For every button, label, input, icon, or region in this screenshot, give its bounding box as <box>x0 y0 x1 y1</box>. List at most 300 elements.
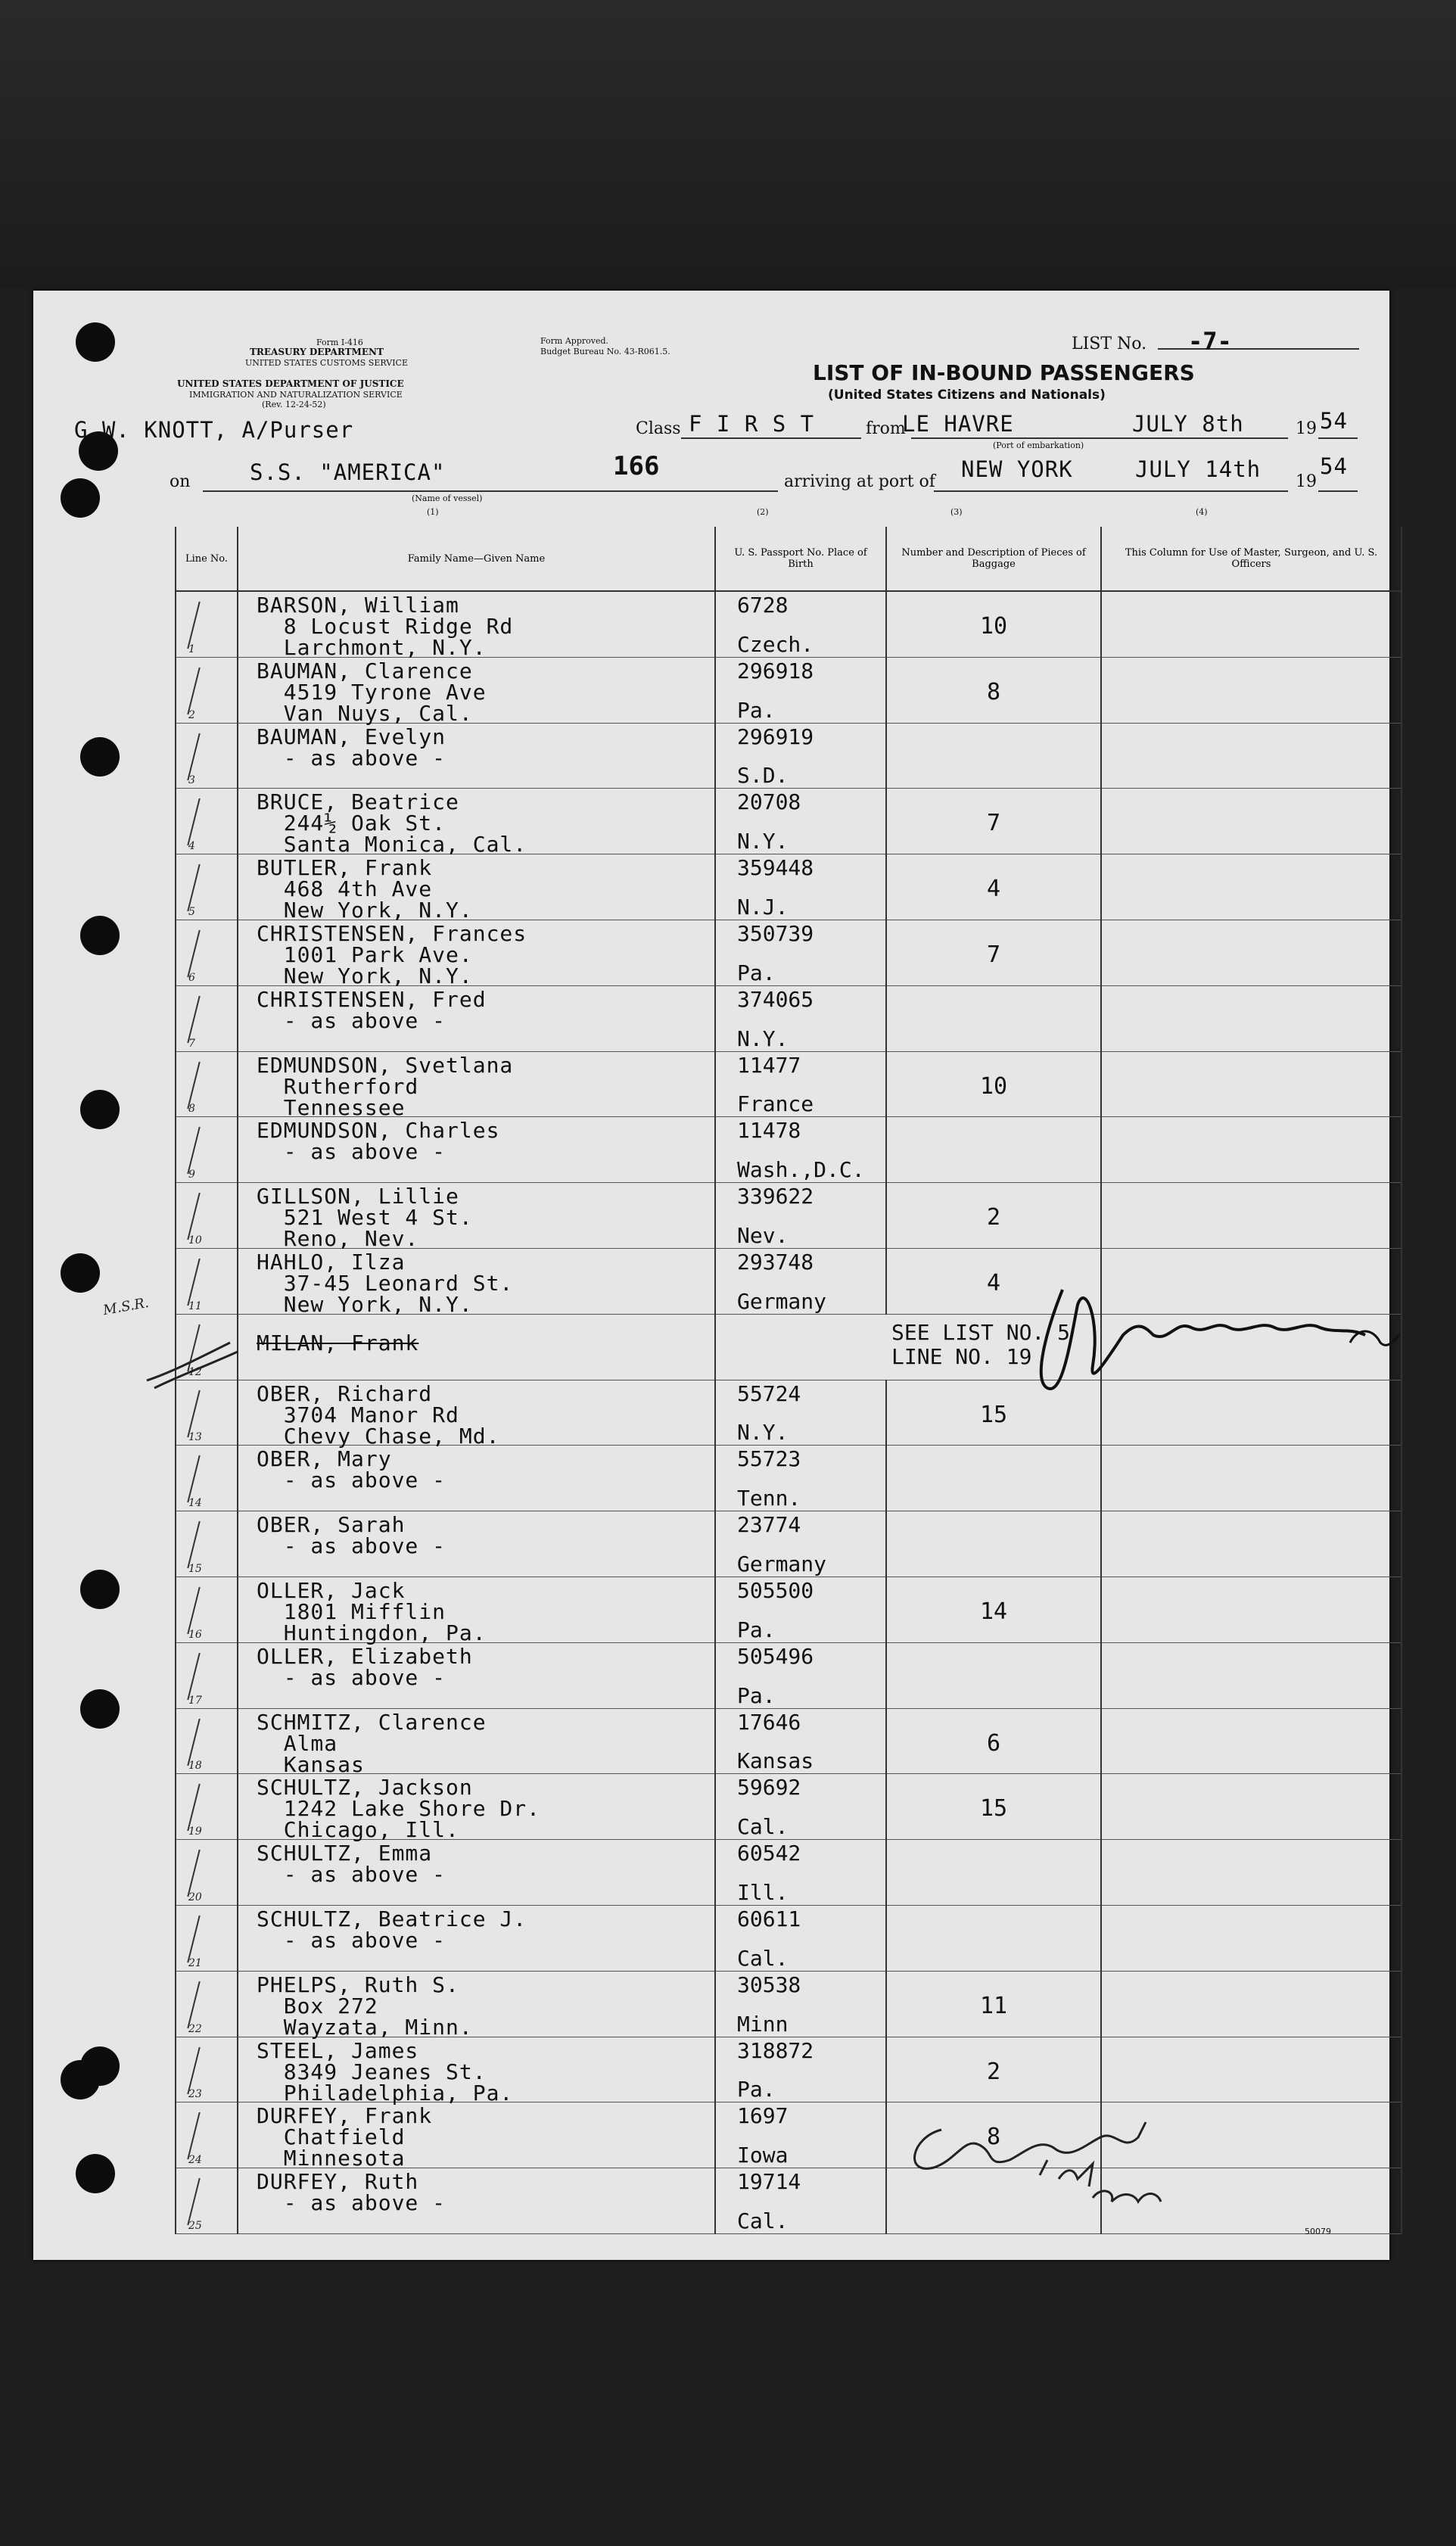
table-row <box>176 723 1402 789</box>
class-value: F I R S T <box>689 411 815 437</box>
place-of-birth: Pa. <box>737 1617 776 1642</box>
line-number-cell <box>176 1840 238 1906</box>
baggage-count: 2 <box>986 1204 1001 1231</box>
table-row <box>176 1446 1402 1511</box>
table-row <box>176 2037 1402 2102</box>
line-number-cell <box>176 1446 238 1511</box>
passport-number: 318872 <box>737 2037 814 2063</box>
check-mark-icon <box>187 1718 200 1766</box>
line-number: 14 <box>188 1497 202 1510</box>
officer-use-cell <box>1101 1774 1402 1840</box>
baggage-cell <box>886 1446 1101 1511</box>
line-number-cell <box>176 1971 238 2037</box>
line-number-cell <box>176 591 238 657</box>
column-marker-3: (3) <box>950 507 963 517</box>
table-header-row <box>176 527 1402 591</box>
page-title: LIST OF IN-BOUND PASSENGERS <box>813 360 1195 385</box>
arrival-port: NEW YORK <box>961 456 1073 482</box>
passport-number: 6728 <box>737 593 789 618</box>
baggage-count: 8 <box>986 678 1001 705</box>
officer-use-cell <box>1101 1446 1402 1511</box>
table-row <box>176 1511 1402 1577</box>
officer-use-cell <box>1101 1511 1402 1577</box>
passenger-name-address: SCHULTZ, Emma - as above - <box>257 1841 446 1888</box>
baggage-cell <box>886 1774 1101 1840</box>
passenger-name-address: BUTLER, Frank 468 4th Ave New York, N.Y. <box>257 855 473 923</box>
passenger-name-address: MILAN, Frank <box>257 1330 419 1355</box>
passenger-rows <box>176 591 1402 2233</box>
line-number: 9 <box>188 1169 195 1181</box>
line-number: 21 <box>188 1956 202 1969</box>
binder-hole <box>76 322 115 362</box>
from-rule <box>911 437 1288 439</box>
baggage-count: 4 <box>986 876 1001 903</box>
passenger-name-cell <box>238 1708 715 1777</box>
baggage-cell <box>886 985 1101 1051</box>
table-row <box>176 657 1402 723</box>
departure-date: JULY 8th <box>1132 411 1244 437</box>
passenger-name-address: OLLER, Jack 1801 Mifflin Huntingdon, Pa. <box>257 1577 487 1645</box>
place-of-birth: N.Y. <box>737 829 789 854</box>
passenger-name-cell <box>238 1446 715 1511</box>
passport-cell <box>715 789 886 854</box>
officer-use-cell <box>1101 1708 1402 1774</box>
check-mark-icon <box>187 1061 200 1109</box>
baggage-cell <box>886 1117 1101 1183</box>
baggage-cell <box>886 854 1101 920</box>
inspector-signature <box>896 2107 1214 2221</box>
header-baggage: Number and Description of Pieces of Baggage <box>886 527 1101 591</box>
baggage-count: 8 <box>986 2124 1001 2151</box>
passenger-name-cell <box>238 591 715 660</box>
column-marker-4: (4) <box>1196 507 1208 517</box>
passport-number: 505500 <box>737 1577 814 1603</box>
officer-use-cell <box>1101 1971 1402 2037</box>
place-of-birth: Pa. <box>737 697 776 723</box>
list-number: -7- <box>1188 327 1232 356</box>
passenger-name-cell <box>238 1905 715 1971</box>
line-number: 24 <box>188 2154 202 2167</box>
passport-number: 55724 <box>737 1380 801 1406</box>
line-number-cell <box>176 657 238 723</box>
line-number: 20 <box>188 1891 202 1903</box>
officer-use-cell <box>1101 591 1402 657</box>
line-number: 16 <box>188 1628 202 1641</box>
passport-number: 359448 <box>737 855 814 881</box>
line-number: 7 <box>188 1037 195 1050</box>
table-row <box>176 985 1402 1051</box>
place-of-birth: Cal. <box>737 1814 789 1840</box>
table-row <box>176 1774 1402 1840</box>
vessel-caption: (Name of vessel) <box>412 493 483 503</box>
passenger-name-cell <box>238 2102 715 2171</box>
check-mark-icon <box>187 1850 200 1897</box>
binder-hole <box>61 1253 100 1293</box>
header-line-no: Line No. <box>176 527 238 591</box>
officer-use-cell <box>1101 1576 1402 1642</box>
form-revision: (Rev. 12-24-52) <box>262 400 326 409</box>
baggage-count: 10 <box>979 613 1008 640</box>
passport-number: 55723 <box>737 1446 801 1472</box>
vessel-column-marker: (1) <box>427 507 439 517</box>
binder-hole <box>80 1570 120 1609</box>
officer-signature <box>1017 1275 1411 1411</box>
place-of-birth: Pa. <box>737 1682 776 1708</box>
arrival-year-rule <box>1318 490 1358 492</box>
line-number: 1 <box>188 643 195 655</box>
passport-cell <box>715 591 886 657</box>
passport-cell <box>715 920 886 985</box>
departure-year-prefix: 19 <box>1296 419 1317 438</box>
place-of-birth: Czech. <box>737 631 814 657</box>
baggage-cell <box>886 657 1101 723</box>
place-of-birth: S.D. <box>737 763 789 789</box>
check-mark-icon <box>187 1259 200 1306</box>
check-mark-icon <box>187 995 200 1043</box>
arrival-date: JULY 14th <box>1135 456 1262 482</box>
baggage-count: 10 <box>979 1072 1008 1100</box>
baggage-count: 11 <box>979 1992 1008 2019</box>
passport-number: 296918 <box>737 658 814 683</box>
check-mark-icon <box>187 1784 200 1832</box>
line-number: 12 <box>188 1365 202 1378</box>
passport-cell <box>715 657 886 723</box>
customs-service: UNITED STATES CUSTOMS SERVICE <box>245 358 408 368</box>
check-mark-icon <box>187 1652 200 1700</box>
header-name: Family Name—Given Name <box>238 527 715 591</box>
line-number: 5 <box>188 905 195 918</box>
passenger-name-address: BRUCE, Beatrice 244½ Oak St. Santa Monica, Cal. <box>257 789 527 857</box>
budget-bureau: Budget Bureau No. 43-R061.5. <box>540 347 670 356</box>
check-mark-icon <box>187 1127 200 1175</box>
passport-number: 339622 <box>737 1184 814 1209</box>
table-row <box>176 1117 1402 1183</box>
binder-hole <box>80 916 120 955</box>
passenger-name-cell <box>238 657 715 726</box>
passport-cell <box>715 985 886 1051</box>
officer-use-cell <box>1101 920 1402 985</box>
passenger-name-cell <box>238 1576 715 1645</box>
passenger-name-cell <box>238 2037 715 2106</box>
binder-hole <box>80 1689 120 1729</box>
list-number-label: LIST No. <box>1072 335 1147 353</box>
voyage-number: 166 <box>613 451 660 481</box>
binder-hole <box>61 478 100 518</box>
check-mark-icon <box>187 2178 200 2226</box>
place-of-birth: N.Y. <box>737 1420 789 1446</box>
table-row <box>176 854 1402 920</box>
baggage-count: 14 <box>979 1598 1008 1625</box>
passenger-name-address: CHRISTENSEN, Fred - as above - <box>257 986 487 1033</box>
passenger-name-address: GILLSON, Lillie 521 West 4 St. Reno, Nev. <box>257 1184 473 1252</box>
table-row <box>176 920 1402 985</box>
passport-cell <box>715 1051 886 1117</box>
officer-use-cell <box>1101 1183 1402 1249</box>
line-number-cell <box>176 789 238 854</box>
passenger-name-address: OLLER, Elizabeth - as above - <box>257 1643 473 1690</box>
see-line-note: LINE NO. 19 <box>891 1343 1032 1369</box>
passport-cell <box>715 1380 886 1446</box>
place-of-birth: Ill. <box>737 1879 789 1905</box>
line-number: 2 <box>188 708 195 721</box>
passport-number: 296919 <box>737 724 814 749</box>
place-of-birth: Cal. <box>737 1945 789 1971</box>
check-mark-icon <box>187 668 200 715</box>
footer-number: 50079 <box>1305 2227 1331 2236</box>
table-row <box>176 2168 1402 2234</box>
passport-number: 1697 <box>737 2103 789 2129</box>
passport-number: 19714 <box>737 2169 801 2195</box>
passport-cell <box>715 1511 886 1577</box>
passport-cell <box>715 1183 886 1249</box>
passenger-name-cell <box>238 789 715 857</box>
table-row <box>176 2102 1402 2168</box>
passenger-name-cell <box>238 1314 715 1380</box>
table-row <box>176 1051 1402 1117</box>
table-row <box>176 1576 1402 1642</box>
passport-cell <box>715 1840 886 1906</box>
officer-use-cell <box>1101 657 1402 723</box>
passenger-name-cell <box>238 1051 715 1120</box>
passenger-name-address: SCHMITZ, Clarence Alma Kansas <box>257 1709 487 1777</box>
margin-scribble <box>139 1335 253 1396</box>
binder-hole <box>61 2060 100 2099</box>
line-number: 4 <box>188 840 195 853</box>
baggage-cell <box>886 2037 1101 2102</box>
purser-name: G.W. KNOTT, A/Purser <box>74 417 354 443</box>
passport-cell <box>715 723 886 789</box>
passport-cell <box>715 1971 886 2037</box>
table-row <box>176 1708 1402 1774</box>
line-number-cell <box>176 1051 238 1117</box>
passenger-name-cell <box>238 920 715 988</box>
line-number: 10 <box>188 1234 202 1247</box>
line-number-cell <box>176 1248 238 1314</box>
passenger-name-address: DURFEY, Ruth - as above - <box>257 2169 446 2216</box>
passenger-name-address: SCHULTZ, Jackson 1242 Lake Shore Dr. Chicago, Ill. <box>257 1775 541 1843</box>
baggage-cell <box>886 1642 1101 1708</box>
passport-cell <box>715 1708 886 1774</box>
passenger-name-cell <box>238 985 715 1051</box>
line-number: 13 <box>188 1431 202 1444</box>
place-of-birth: Wash.,D.C. <box>737 1157 865 1183</box>
passenger-name-address: EDMUNDSON, Svetlana Rutherford Tennessee <box>257 1052 514 1120</box>
passport-number: 59692 <box>737 1775 801 1801</box>
passport-cell <box>715 1642 886 1708</box>
place-of-birth: Tenn. <box>737 1486 801 1511</box>
treasury-department: TREASURY DEPARTMENT <box>250 347 384 357</box>
check-mark-icon <box>187 1390 200 1437</box>
passport-number: 505496 <box>737 1643 814 1669</box>
line-number: 15 <box>188 1562 202 1575</box>
passport-number: 293748 <box>737 1249 814 1275</box>
officer-use-cell <box>1101 854 1402 920</box>
baggage-cell <box>886 1051 1101 1117</box>
passenger-name-cell <box>238 1511 715 1577</box>
passport-cell <box>715 854 886 920</box>
passport-cell <box>715 2168 886 2234</box>
line-number-cell <box>176 1576 238 1642</box>
table-row <box>176 1905 1402 1971</box>
passenger-name-cell <box>238 2168 715 2234</box>
vessel-name: S.S. "AMERICA" <box>250 459 446 485</box>
check-mark-icon <box>187 1981 200 2028</box>
place-of-birth: Nev. <box>737 1222 789 1248</box>
place-of-birth: Minn <box>737 2011 789 2037</box>
passport-number: 60542 <box>737 1841 801 1866</box>
page-subtitle: (United States Citizens and Nationals) <box>828 388 1106 403</box>
passport-number: 350739 <box>737 920 814 946</box>
officer-use-cell <box>1101 1905 1402 1971</box>
place-of-birth: Pa. <box>737 2077 776 2102</box>
passport-number: 11477 <box>737 1052 801 1078</box>
officer-use-cell <box>1101 985 1402 1051</box>
embarkation-caption: (Port of embarkation) <box>993 440 1084 450</box>
officer-use-cell <box>1101 1642 1402 1708</box>
check-mark-icon <box>187 1916 200 1963</box>
vessel-rule <box>203 490 778 492</box>
passport-number: 20708 <box>737 789 801 815</box>
passenger-name-address: SCHULTZ, Beatrice J. - as above - <box>257 1906 527 1953</box>
passport-cell <box>715 1905 886 1971</box>
passenger-name-address: STEEL, James 8349 Jeanes St. Philadelphia, Pa. <box>257 2037 514 2106</box>
binder-hole <box>80 1090 120 1129</box>
table-row <box>176 1183 1402 1249</box>
officer-use-cell <box>1101 789 1402 854</box>
baggage-cell <box>886 1905 1101 1971</box>
line-number-cell <box>176 2037 238 2102</box>
baggage-count: 4 <box>986 1269 1001 1296</box>
line-number-cell <box>176 2168 238 2234</box>
place-of-birth: N.J. <box>737 894 789 920</box>
passenger-name-cell <box>238 1642 715 1708</box>
officer-use-cell <box>1101 1840 1402 1906</box>
passport-cell <box>715 1576 886 1642</box>
baggage-cell <box>886 591 1101 657</box>
place-of-birth: Kansas <box>737 1748 814 1774</box>
line-number-cell <box>176 985 238 1051</box>
table-row <box>176 591 1402 657</box>
place-of-birth: Pa. <box>737 960 776 985</box>
passport-number: 11478 <box>737 1118 801 1144</box>
table-row <box>176 1971 1402 2037</box>
officer-use-cell <box>1101 1051 1402 1117</box>
passport-cell <box>715 2102 886 2168</box>
form-approved: Form Approved. <box>540 336 609 346</box>
header-officers: This Column for Use of Master, Surgeon, and U. S. Officers <box>1101 527 1402 591</box>
passenger-name-address: DURFEY, Frank Chatfield Minnesota <box>257 2103 433 2171</box>
line-number-cell <box>176 723 238 789</box>
line-number-cell <box>176 1117 238 1183</box>
line-number: 22 <box>188 2022 202 2035</box>
line-number: 8 <box>188 1103 195 1116</box>
line-number: 25 <box>188 2219 202 2232</box>
baggage-cell <box>886 1183 1101 1249</box>
header-passport: U. S. Passport No. Place of Birth <box>715 527 886 591</box>
baggage-cell <box>886 1840 1101 1906</box>
passenger-name-address: BAUMAN, Clarence 4519 Tyrone Ave Van Nuys, Cal. <box>257 658 487 726</box>
from-label: from <box>866 419 906 438</box>
passenger-name-address: EDMUNDSON, Charles - as above - <box>257 1118 500 1165</box>
departure-year-rule <box>1318 437 1358 439</box>
baggage-cell <box>886 1511 1101 1577</box>
check-mark-icon <box>187 1521 200 1569</box>
class-label: Class <box>636 419 681 438</box>
line-number: 11 <box>188 1299 202 1312</box>
baggage-cell <box>886 1971 1101 2037</box>
place-of-birth: France <box>737 1091 814 1117</box>
binder-hole <box>76 2154 115 2193</box>
baggage-cell <box>886 1576 1101 1642</box>
passenger-name-cell <box>238 1183 715 1252</box>
passenger-name-cell <box>238 1380 715 1449</box>
embarkation-port: LE HAVRE <box>902 411 1014 437</box>
line-number: 19 <box>188 1825 202 1838</box>
line-number-cell <box>176 1774 238 1840</box>
passenger-name-cell <box>238 1117 715 1183</box>
passenger-name-cell <box>238 1840 715 1906</box>
table-row <box>176 1642 1402 1708</box>
passenger-name-address: PHELPS, Ruth S. Box 272 Wayzata, Minn. <box>257 1972 473 2040</box>
baggage-cell <box>886 723 1101 789</box>
arriving-label: arriving at port of <box>784 472 935 491</box>
baggage-count: 15 <box>979 1795 1008 1822</box>
scan-background <box>0 0 1456 288</box>
check-mark-icon <box>187 798 200 846</box>
place-of-birth: Germany <box>737 1288 827 1314</box>
passenger-name-address: HAHLO, Ilza 37-45 Leonard St. New York, N.Y. <box>257 1249 514 1317</box>
line-number-cell <box>176 1511 238 1577</box>
passenger-name-address: OBER, Richard 3704 Manor Rd Chevy Chase, Md. <box>257 1380 500 1449</box>
passport-number: 60611 <box>737 1906 801 1931</box>
line-number-cell <box>176 920 238 985</box>
column-marker-2: (2) <box>757 507 769 517</box>
passenger-name-cell <box>238 1971 715 2040</box>
line-number: 18 <box>188 1760 202 1773</box>
passenger-name-address: BARSON, William 8 Locust Ridge Rd Larchmont, N.Y. <box>257 593 514 660</box>
baggage-count: 6 <box>986 1729 1001 1757</box>
baggage-cell <box>886 920 1101 985</box>
arrival-rule <box>934 490 1288 492</box>
passenger-name-cell <box>238 1774 715 1843</box>
binder-hole <box>80 737 120 777</box>
passenger-name-address: OBER, Sarah - as above - <box>257 1512 446 1559</box>
place-of-birth: N.Y. <box>737 1026 789 1051</box>
baggage-count: 15 <box>979 1401 1008 1428</box>
baggage-count: 7 <box>986 810 1001 837</box>
passenger-name-address: BAUMAN, Evelyn - as above - <box>257 724 446 770</box>
passenger-name-cell <box>238 854 715 923</box>
margin-note: M.S.R. <box>101 1294 151 1319</box>
arrival-year: 54 <box>1320 453 1348 479</box>
line-number: 17 <box>188 1694 202 1707</box>
passenger-manifest-page <box>33 291 1389 2260</box>
baggage-count: 7 <box>986 941 1001 968</box>
line-number: 23 <box>188 2088 202 2101</box>
form-number: Form I-416 <box>316 338 363 347</box>
passport-number: 374065 <box>737 986 814 1012</box>
see-list-note: SEE LIST NO. 5 <box>891 1319 1071 1345</box>
check-mark-icon <box>187 2112 200 2160</box>
line-number-cell <box>176 2102 238 2168</box>
check-mark-icon <box>187 1193 200 1240</box>
on-label: on <box>170 472 191 491</box>
place-of-birth: Germany <box>737 1551 827 1576</box>
justice-department: UNITED STATES DEPARTMENT OF JUSTICE <box>177 378 404 389</box>
officer-use-cell <box>1101 1117 1402 1183</box>
table-row <box>176 1840 1402 1906</box>
passport-number: 17646 <box>737 1709 801 1735</box>
